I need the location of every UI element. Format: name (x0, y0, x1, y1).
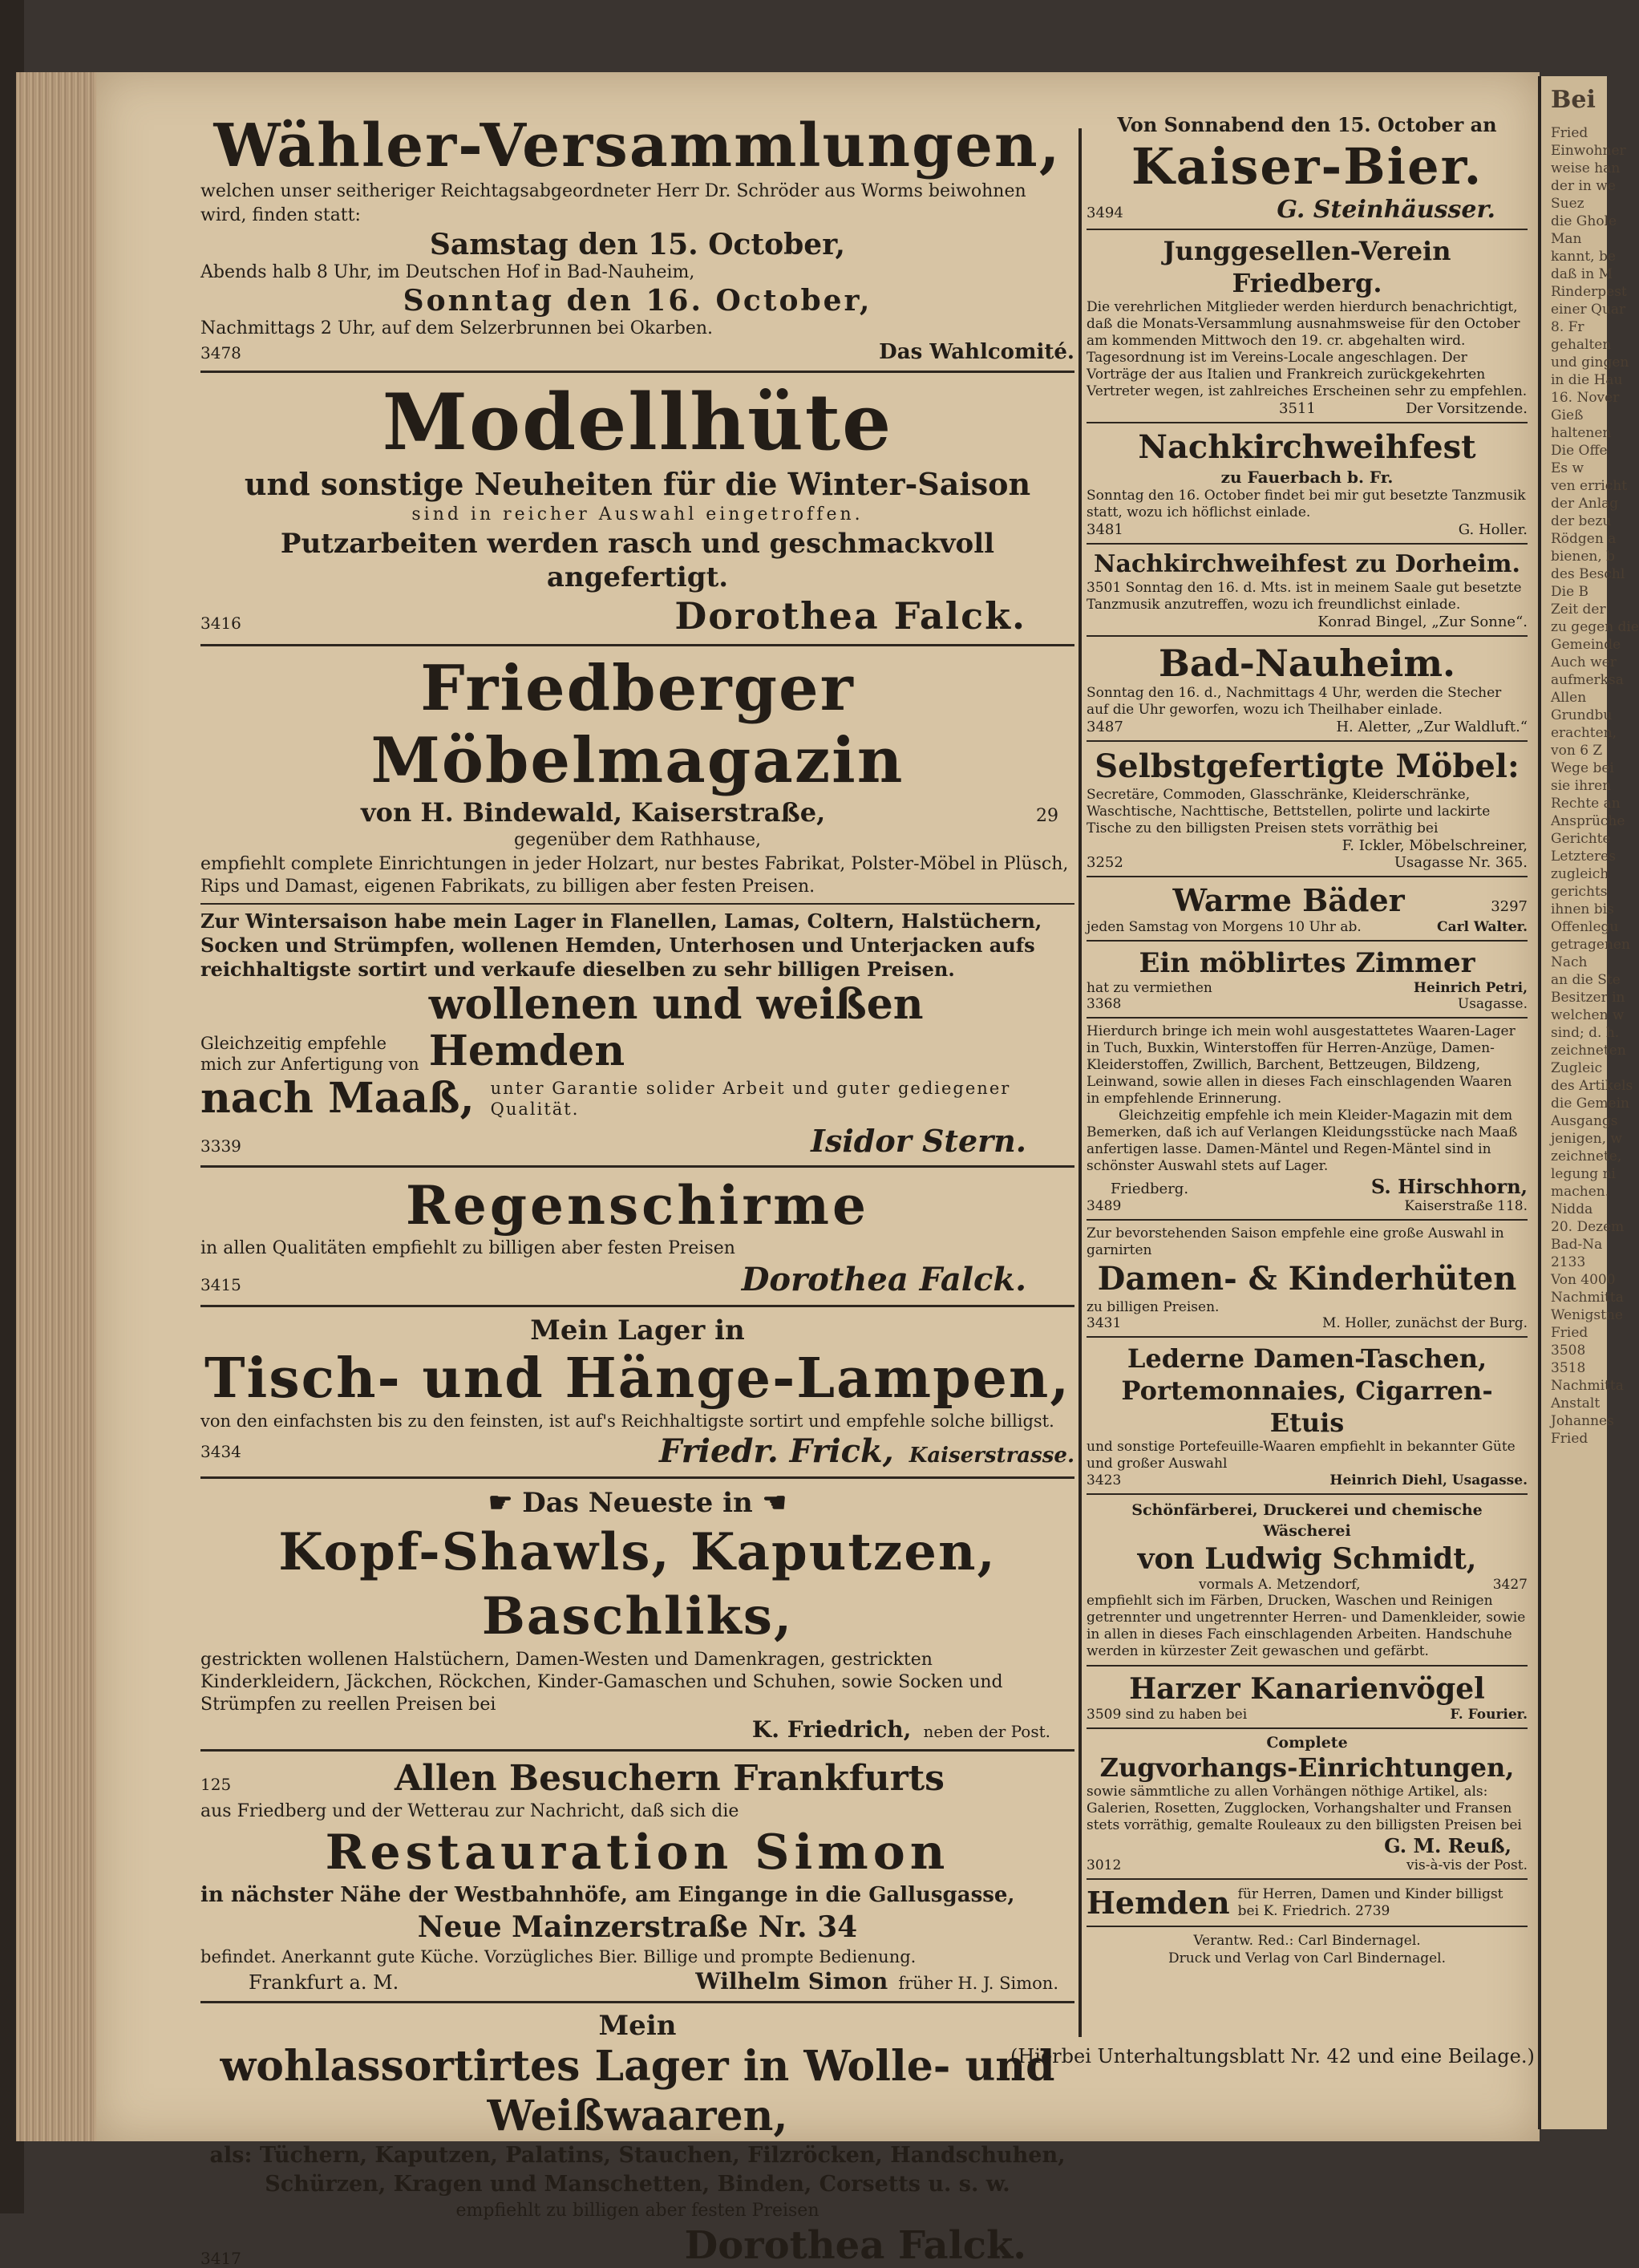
shawls-title: Kopf-Shawls, Kaputzen, Baschliks, (278, 1522, 997, 1646)
adjacent-page-fragment: Offenlegu (1551, 919, 1619, 935)
zimmer-text: hat zu vermiethen (1087, 980, 1212, 996)
lampen-line1: Mein Lager in (530, 1314, 745, 1347)
adjacent-page-fragment: ven erricht (1551, 478, 1628, 494)
adjacent-page-fragment: Nachmitta (1551, 1290, 1624, 1306)
adjacent-page-fragment: welchen w (1551, 1007, 1625, 1023)
zugvorhang-signature: G. M. Reuß, (1384, 1834, 1512, 1857)
simon-former: früher H. J. Simon. (898, 1974, 1058, 1993)
waehler-signature: Das Wahlcomité. (879, 340, 1074, 364)
huete-line1: Zur bevorstehenden Saison empfehle eine große Auswahl in garnirten (1087, 1225, 1504, 1258)
adjacent-page-fragment: Nidda (1551, 1201, 1593, 1217)
adjacent-page-fragment: ihnen bis (1551, 901, 1614, 917)
ad-wolle (200, 2010, 1074, 2268)
zimmer-number: 3368 (1087, 996, 1122, 1012)
impressum-publisher: Druck und Verlag von Carl Bindernagel. (1168, 1950, 1446, 1966)
adjacent-page-fragment: einer Quar (1551, 302, 1626, 318)
taschen-text: und sonstige Portefeuille-Waaren empfiehlt in bekannter Güte und großer Auswahl (1087, 1439, 1516, 1472)
zimmer-address: Usagasse. (1457, 996, 1528, 1012)
simon-line3: in nächster Nähe der Westbahnhöfe, am Eingange in die Gallusgasse, (200, 1883, 1015, 1907)
hirschhorn-text2: Gleichzeitig empfehle ich mein Kleider-Magazin mit dem Bemerken, daß ich auf Verlangen Kleidungsstücke nach Maaß anfertigen lasse. Damen-Mäntel und Regen-Mäntel sind in schönster Auswahl stets auf Lager. (1087, 1108, 1518, 1174)
impressum-editor: Verantw. Red.: Carl Bindernagel. (1193, 1933, 1421, 1949)
nachkirch2-title: Nachkirchweihfest zu Dorheim. (1094, 550, 1520, 578)
separator (1087, 1017, 1528, 1019)
taschen-number: 3423 (1087, 1472, 1122, 1488)
adjacent-page-fragment: der Anlag (1551, 496, 1619, 512)
separator (200, 1305, 1074, 1307)
separator (200, 1476, 1074, 1479)
modell-title: Modellhüte (382, 377, 893, 468)
adjacent-page-fragment: gerichts (1551, 884, 1608, 900)
pointing-hand-right-icon: ☚ (762, 1487, 787, 1519)
adjacent-page-fragment: der in we (1551, 178, 1616, 194)
adjacent-page-fragment: Die Offe (1551, 443, 1608, 459)
shawls-text: gestrickten wollenen Halstüchern, Damen-Westen und Damenkragen, gestrickten Kinderkleidern, Jäckchen, Röckchen, Kinder-Gamaschen und Schuhen, sowie Socken und Strümpfen zu reellen Preisen bei (200, 1650, 1003, 1715)
shawls-line1-text: Das Neueste in (522, 1487, 753, 1519)
adjacent-page-fragment: Anstalt (1551, 1395, 1601, 1411)
kanarien-title: Harzer Kanarienvögel (1129, 1672, 1485, 1706)
adjacent-page-fragment: in die Hau (1551, 372, 1623, 388)
waehler-date2: Sonntag den 16. October, (403, 284, 872, 318)
adjacent-page-fragment: Letzteres (1551, 848, 1616, 865)
separator (1087, 229, 1528, 230)
regen-title: Regenschirme (406, 1174, 869, 1237)
kaiser-title: Kaiser-Bier. (1131, 137, 1483, 196)
nachkirch1-number: 3481 (1087, 521, 1123, 538)
separator (1087, 876, 1528, 877)
moebel2-text: Secretäre, Commoden, Glasschränke, Kleiderschränke, Waschtische, Nachttische, Bettstellen, polirte und lackirte Tische zu den billigsten Preisen stets vorräthig bei (1087, 787, 1491, 836)
zimmer-title: Ein möblirtes Zimmer (1139, 947, 1475, 979)
adjacent-page-fragment: Nachmitta (1551, 1378, 1624, 1394)
adjacent-page-fragment: daß in M (1551, 266, 1613, 282)
nachkirch2-signature: Konrad Bingel, „Zur Sonne“. (1317, 614, 1528, 630)
stern-number: 3339 (200, 1136, 241, 1156)
ad-zimmer (1087, 946, 1528, 1012)
ad-hirschhorn (1087, 1023, 1528, 1214)
simon-line4: befindet. Anerkannt gute Küche. Vorzügliches Bier. Billige und prompte Bedienung. (200, 1947, 917, 1966)
wolle-signature: Dorothea Falck. (684, 2223, 1026, 2268)
moebel2-number: 3252 (1087, 854, 1123, 871)
adjacent-page-fragment: zu gegen die (1551, 619, 1639, 635)
zugvorhang-address: vis-à-vis der Post. (1406, 1857, 1528, 1873)
hemden-text: für Herren, Damen und Kinder billigst bei K. Friedrich. (1237, 1885, 1503, 1919)
separator (1087, 1665, 1528, 1667)
separator (1087, 1727, 1528, 1729)
lampen-signature: Friedr. Frick, (659, 1432, 894, 1470)
adjacent-page-fragment: Suez (1551, 196, 1584, 212)
junggesellen-number: 3511 (1279, 400, 1316, 417)
nauheim-number: 3487 (1087, 719, 1123, 735)
adjacent-page-fragment: Einwohner (1551, 143, 1626, 159)
ad-moebelmagazin (200, 653, 1074, 898)
ad-kanarienvoegel (1087, 1671, 1528, 1723)
separator (1087, 740, 1528, 742)
nauheim-address: „Zur Waldluft.“ (1416, 719, 1528, 735)
lampen-number: 3434 (200, 1441, 241, 1461)
kanarien-signature: F. Fourier. (1450, 1707, 1528, 1723)
separator (200, 1749, 1074, 1752)
left-column (200, 112, 1074, 2268)
taschen-title: Lederne Damen-Taschen, Portemonnaies, Cigarren-Etuis (1121, 1343, 1493, 1438)
adjacent-page-fragment: kannt, be (1551, 249, 1616, 265)
adjacent-page (1538, 76, 1639, 2129)
separator (200, 644, 1074, 646)
huete-signature: M. Holler, zunächst der Burg. (1321, 1315, 1528, 1331)
huete-title: Damen- & Kinderhüten (1097, 1260, 1517, 1298)
stern-text3: unter Garantie solider Arbeit und guter gediegener Qualität. (490, 1079, 1011, 1119)
zugvorhang-line1: Complete (1266, 1734, 1348, 1752)
nachkirch1-line1: zu Fauerbach b. Fr. (1220, 468, 1394, 487)
waehler-text3: Nachmittags 2 Uhr, auf dem Selzerbrunnen bei Okarben. (200, 318, 714, 338)
adjacent-page-fragment: 8. Fr (1551, 319, 1584, 335)
regen-line1: in allen Qualitäten empfiehlt zu billigen aber festen Preisen (200, 1238, 735, 1258)
adjacent-page-fragment: Besitzer in (1551, 990, 1625, 1006)
separator (200, 1165, 1074, 1168)
schmidt-text: empfiehlt sich im Färben, Drucken, Waschen und Reinigen getrennter und ungetrennter Herren- und Damenkleider, sowie in allen in dieses Fach einschlagenden Arbeiten. Handschuhe werden in kürzester Zeit gewaschen und gefärbt. (1087, 1593, 1526, 1659)
right-column (1087, 112, 1528, 1967)
adjacent-page-fragment: an die Ste (1551, 972, 1621, 988)
adjacent-page-fragment: Es w (1551, 460, 1584, 476)
adjacent-page-fragment: sind; d. h. (1551, 1025, 1620, 1041)
ad-nachkirchweihfest-fauerbach (1087, 428, 1528, 538)
moebel-line1: von H. Bindewald, Kaiserstraße, (361, 797, 826, 828)
kanarien-number: 3509 (1087, 1707, 1122, 1723)
adjacent-page-fragment: getragenen (1551, 937, 1630, 953)
impressum (1087, 1932, 1528, 1967)
ad-modellhuete (200, 379, 1074, 638)
zimmer-signature: Heinrich Petri, (1413, 980, 1528, 996)
kaiser-signature: G. Steinhäusser. (1277, 196, 1495, 224)
ad-ludwig-schmidt (1087, 1500, 1528, 1660)
wolle-number: 3417 (200, 2249, 241, 2268)
pointing-hand-left-icon: ☛ (488, 1487, 513, 1519)
shawls-signature: K. Friedrich, (751, 1716, 912, 1743)
moebel2-title: Selbstgefertigte Möbel: (1095, 747, 1520, 785)
ad-shawls (200, 1485, 1074, 1743)
moebel-number: 29 (1036, 806, 1058, 826)
huete-number: 3431 (1087, 1315, 1122, 1331)
separator (1087, 1219, 1528, 1221)
huete-line2: zu billigen Preisen. (1087, 1299, 1220, 1315)
column-divider (1079, 128, 1082, 2037)
separator (1087, 1926, 1528, 1927)
adjacent-page-fragment: haltenen (1551, 425, 1612, 441)
ad-kaiser-bier (1087, 112, 1528, 224)
adjacent-page-fragment: die Gemein (1551, 1096, 1629, 1112)
adjacent-page-fragment: Rinderpest (1551, 284, 1627, 300)
waehler-date1: Samstag den 15. October, (429, 228, 846, 261)
moebel-line2: gegenüber dem Rathhause, (513, 830, 762, 850)
zugvorhang-number: 3012 (1087, 1857, 1122, 1873)
simon-line2: aus Friedberg und der Wetterau zur Nachricht, daß sich die (200, 1801, 739, 1821)
adjacent-page-fragment: Nach (1551, 954, 1588, 970)
ad-hemden (1087, 1885, 1528, 1921)
ad-waehler (200, 112, 1074, 364)
wolle-line1: Mein (598, 2010, 677, 2042)
simon-address: Neue Mainzerstraße Nr. 34 (417, 1910, 858, 1944)
adjacent-page-fragment: 2133 (1551, 1254, 1586, 1270)
adjacent-page-fragment: 20. Dezem (1551, 1219, 1625, 1235)
modell-line2: sind in reicher Auswahl eingetroffen. (411, 504, 864, 524)
stern-text1: Zur Wintersaison habe mein Lager in Flanellen, Lamas, Coltern, Halstüchern, Socken und Strümpfen, wollenen Hemden, Unterhosen und Unterjacken aufs reichhaltigste sortirt und verkaufe dieselben zu sehr billigen Preisen. (200, 909, 1042, 981)
modell-line1: und sonstige Neuheiten für die Winter-Saison (244, 466, 1031, 502)
simon-place: Frankfurt a. M. (249, 1971, 399, 1994)
adjacent-page-fragment: aufmerksa (1551, 672, 1624, 688)
baeder-signature: Carl Walter. (1437, 919, 1528, 935)
adjacent-page-fragment: 3508 (1551, 1343, 1586, 1359)
adjacent-page-fragment: Fried (1551, 1325, 1588, 1341)
moebel-title: Friedberger Möbelmagazin (370, 652, 904, 797)
adjacent-page-fragment: legung ni (1551, 1166, 1616, 1182)
schmidt-line2: vormals A. Metzendorf, (1199, 1577, 1361, 1593)
stern-big2: nach Maaß, (200, 1074, 475, 1123)
adjacent-page-fragment: und gingen (1551, 354, 1629, 371)
adjacent-page-fragment: Gemeinde (1551, 637, 1621, 653)
simon-number: 125 (200, 1775, 232, 1794)
nauheim-signature: H. Aletter, (1336, 719, 1412, 735)
junggesellen-text: Die verehrlichen Mitglieder werden hierdurch benachrichtigt, daß die Monats-Versammlung ausnahmsweise für den October am kommenden Mittwoch den 19. cr. abgehalten wird. Tagesordnung ist im Vereins-Locale angeschlagen. Der Vorträge der aus Italien und Frankreich zurückgekehrten Vertreter wegen, ist zahlreiches Erscheinen sehr zu empfehlen. (1087, 299, 1528, 399)
adjacent-page-fragment: Rechte an (1551, 796, 1621, 812)
schmidt-line1: Schönfärberei, Druckerei und chemische Wäscherei (1131, 1501, 1483, 1540)
adjacent-page-fragment: Allen (1551, 690, 1587, 706)
baeder-title: Warme Bäder (1172, 882, 1405, 918)
kaiser-line1: Von Sonnabend den 15. October an (1117, 113, 1497, 136)
adjacent-page-fragment: die Ghole (1551, 213, 1617, 229)
modell-number: 3416 (200, 614, 241, 633)
moebel2-signature: F. Ickler, Möbelschreiner, (1342, 837, 1528, 854)
adjacent-page-fragment: jenigen, w (1551, 1131, 1622, 1147)
adjacent-page-fragment: 3518 (1551, 1360, 1586, 1376)
adjacent-page-fragment: Zugleic (1551, 1060, 1603, 1076)
separator (1087, 543, 1528, 545)
nachkirch1-signature: G. Holler. (1458, 521, 1528, 538)
ad-zugvorhang (1087, 1734, 1528, 1873)
simon-line1: Allen Besuchern Frankfurts (395, 1758, 945, 1799)
ad-lampen (200, 1314, 1074, 1470)
waehler-title: Wähler-Versammlungen, (213, 111, 1062, 180)
simon-title: Restauration Simon (325, 1825, 950, 1881)
hemden-number: 2739 (1355, 1902, 1390, 1919)
adjacent-page-fragment: erachten, (1551, 725, 1617, 741)
adjacent-page-fragment: Gerichte (1551, 831, 1611, 847)
adjacent-page-fragment: der bezu (1551, 513, 1612, 529)
ad-bad-nauheim (1087, 642, 1528, 735)
moebel-line3: empfiehlt complete Einrichtungen in jeder Holzart, nur bestes Fabrikat, Polster-Möbel in Plüsch, Rips und Damast, eigenen Fabrikats, zu billigen aber festen Preisen. (200, 854, 1069, 897)
ad-damen-taschen (1087, 1343, 1528, 1488)
stern-signature: Isidor Stern. (811, 1123, 1026, 1159)
lampen-title: Tisch- und Hänge-Lampen, (204, 1347, 1071, 1411)
adjacent-page-fragment: machen. (1551, 1184, 1610, 1200)
kaiser-number: 3494 (1087, 205, 1123, 221)
adjacent-page-fragment: Wege bei (1551, 760, 1614, 776)
separator (1087, 1336, 1528, 1338)
zugvorhang-text: sowie sämmtliche zu allen Vorhängen nöthige Artikel, als: Galerien, Rosetten, Zugglocken, Vorhangshalter und Fransen stets vorräthig, gemalte Rouleaux zu den billigsten Preisen bei (1087, 1784, 1522, 1833)
ad-warme-baeder (1087, 882, 1528, 935)
adjacent-page-fragment: Wenigstne (1551, 1307, 1623, 1323)
stern-text2: Gleichzeitig empfehle mich zur Anfertigung von (200, 1034, 419, 1074)
schmidt-number: 3427 (1492, 1577, 1528, 1593)
taschen-signature: Heinrich Diehl, Usagasse. (1329, 1472, 1528, 1488)
adjacent-page-fragment: 16. Nover (1551, 390, 1620, 406)
simon-signature: Wilhelm Simon (695, 1968, 888, 1995)
wolle-line2: empfiehlt zu billigen aber festen Preisen (455, 2201, 820, 2221)
ad-regenschirme (200, 1174, 1074, 1298)
zugvorhang-title: Zugvorhangs-Einrichtungen, (1099, 1752, 1515, 1783)
adjacent-page-fragment: gehalten (1551, 337, 1612, 353)
separator (1087, 635, 1528, 637)
lampen-address: Kaiserstrasse. (909, 1444, 1074, 1468)
regen-signature: Dorothea Falck. (741, 1261, 1026, 1298)
adjacent-page-fragment: Man (1551, 231, 1582, 247)
adjacent-page-fragment: bienen, b (1551, 549, 1616, 565)
kanarien-text: sind zu haben bei (1125, 1707, 1248, 1723)
adjacent-page-fragment: sie ihren (1551, 778, 1612, 794)
ad-junggesellen (1087, 235, 1528, 417)
nachkirch2-text: Sonntag den 16. d. Mts. ist in meinem Saale gut besetzte Tanzmusik anzutreffen, wozu ich freundlichst einlade. (1087, 580, 1522, 613)
junggesellen-title: Junggesellen-Verein Friedberg. (1163, 236, 1451, 298)
schmidt-title: von Ludwig Schmidt, (1137, 1542, 1477, 1576)
ad-restauration-simon (200, 1758, 1074, 1995)
adjacent-page-fragment: Rödgen a (1551, 531, 1617, 547)
adjacent-page-fragment: Fried (1551, 1431, 1588, 1447)
adjacent-page-fragment: weise han (1551, 160, 1621, 176)
wolle-text: als: Tüchern, Kaputzen, Palatins, Stauchen, Filzröcken, Handschuhen, Schürzen, Kragen und Manschetten, Binden, Corsetts u. s. w. (209, 2143, 1066, 2197)
adjacent-page-fragment: Von 4000 (1551, 1272, 1616, 1288)
hemden-title: Hemden (1087, 1885, 1230, 1921)
modell-line3: Putzarbeiten werden rasch und geschmackvoll angefertigt. (280, 528, 995, 593)
ad-kinderhuete (1087, 1225, 1528, 1331)
nachkirch2-number: 3501 (1087, 580, 1122, 596)
hirschhorn-address: Kaiserstraße 118. (1404, 1198, 1528, 1214)
adjacent-page-fragment: Auch wer (1551, 654, 1617, 670)
waehler-text1: welchen unser seitheriger Reichtagsabgeordneter Herr Dr. Schröder aus Worms beiwohnen wird, finden statt: (200, 181, 1026, 225)
adjacent-page-fragment: Gieß (1551, 407, 1584, 423)
adjacent-page-fragment: des Artikels (1551, 1078, 1633, 1094)
adjacent-page-fragment: Die B (1551, 584, 1589, 600)
hirschhorn-text1: Hierdurch bringe ich mein wohl ausgestattetes Waaren-Lager in Tuch, Buxkin, Winterstoffen für Herren-Anzüge, Damen-Kleiderstoffen, Zwillich, Barchent, Bettzeugen, Bildzeng, Leinwand, sowie allen in dieses Fach einschlagenden Waaren in empfehlende Erinnerung. (1087, 1023, 1516, 1107)
adjacent-page-fragment: Zeit der (1551, 601, 1606, 618)
hirschhorn-signature: S. Hirschhorn, (1370, 1175, 1528, 1198)
regen-number: 3415 (200, 1275, 241, 1294)
adjacent-page-fragment: Ansprüche (1551, 813, 1625, 829)
separator (1087, 422, 1528, 423)
separator (1087, 1493, 1528, 1495)
nauheim-title: Bad-Nauheim. (1158, 642, 1456, 685)
baeder-number: 3297 (1491, 898, 1528, 915)
adjacent-page-fragment: Johannes (1551, 1413, 1614, 1429)
adjacent-page-fragment: zeichneten (1551, 1043, 1626, 1059)
separator (200, 903, 1074, 905)
nachkirch1-text: Sonntag den 16. October findet bei mir gut besetzte Tanzmusik statt, wozu ich höflichst einlade. (1087, 488, 1526, 520)
modell-signature: Dorothea Falck. (674, 594, 1026, 638)
separator (1087, 1878, 1528, 1880)
moebel2-address: Usagasse Nr. 365. (1394, 854, 1528, 871)
separator (200, 2001, 1074, 2003)
hirschhorn-place: Friedberg. (1111, 1181, 1189, 1197)
adjacent-page-fragment: Bad-Na (1551, 1237, 1603, 1253)
ad-stern (200, 909, 1074, 1159)
junggesellen-signature: Der Vorsitzende. (1405, 400, 1528, 417)
footer-note: (Hierbei Unterhaltungsblatt Nr. 42 und eine Beilage.) (1010, 2045, 1535, 2068)
lampen-line2: von den einfachsten bis zu den feinsten, ist auf's Reichhaltigste sortirt und empfehle solche billigst. (200, 1411, 1054, 1431)
shawls-line1 (200, 1485, 1074, 1521)
adjacent-page-fragment: Fried (1551, 125, 1588, 141)
adjacent-page-fragment: zeichnete, (1551, 1148, 1622, 1164)
ad-selbstgefertigte-moebel (1087, 747, 1528, 871)
hirschhorn-number: 3489 (1087, 1198, 1122, 1214)
adjacent-page-fragment: Ausgangs (1551, 1113, 1618, 1129)
nachkirch1-title: Nachkirchweihfest (1138, 428, 1476, 466)
adjacent-page-fragment: zugleich (1551, 866, 1609, 882)
waehler-text2: Abends halb 8 Uhr, im Deutschen Hof in Bad-Nauheim, (200, 262, 695, 282)
nauheim-text: Sonntag den 16. d., Nachmittags 4 Uhr, werden die Stecher auf die Uhr geworfen, wozu ich Theilhaber einlade. (1087, 685, 1502, 718)
stern-big1: wollenen und weißen Hemden (428, 980, 924, 1075)
shawls-address: neben der Post. (923, 1722, 1050, 1741)
adjacent-page-fragment: Bei (1551, 86, 1596, 114)
ad-nachkirchweihfest-dorheim (1087, 549, 1528, 630)
wolle-title: wohlassortirtes Lager in Wolle- und Weißwaaren, (220, 2042, 1055, 2140)
baeder-text: jeden Samstag von Morgens 10 Uhr ab. (1087, 919, 1362, 935)
adjacent-page-fragment: des Beschl (1551, 566, 1625, 582)
separator (1087, 940, 1528, 942)
waehler-number: 3478 (200, 343, 241, 362)
adjacent-page-fragment: Grundbu (1551, 707, 1613, 723)
adjacent-page-fragment: von 6 Z (1551, 743, 1603, 759)
separator (200, 371, 1074, 373)
